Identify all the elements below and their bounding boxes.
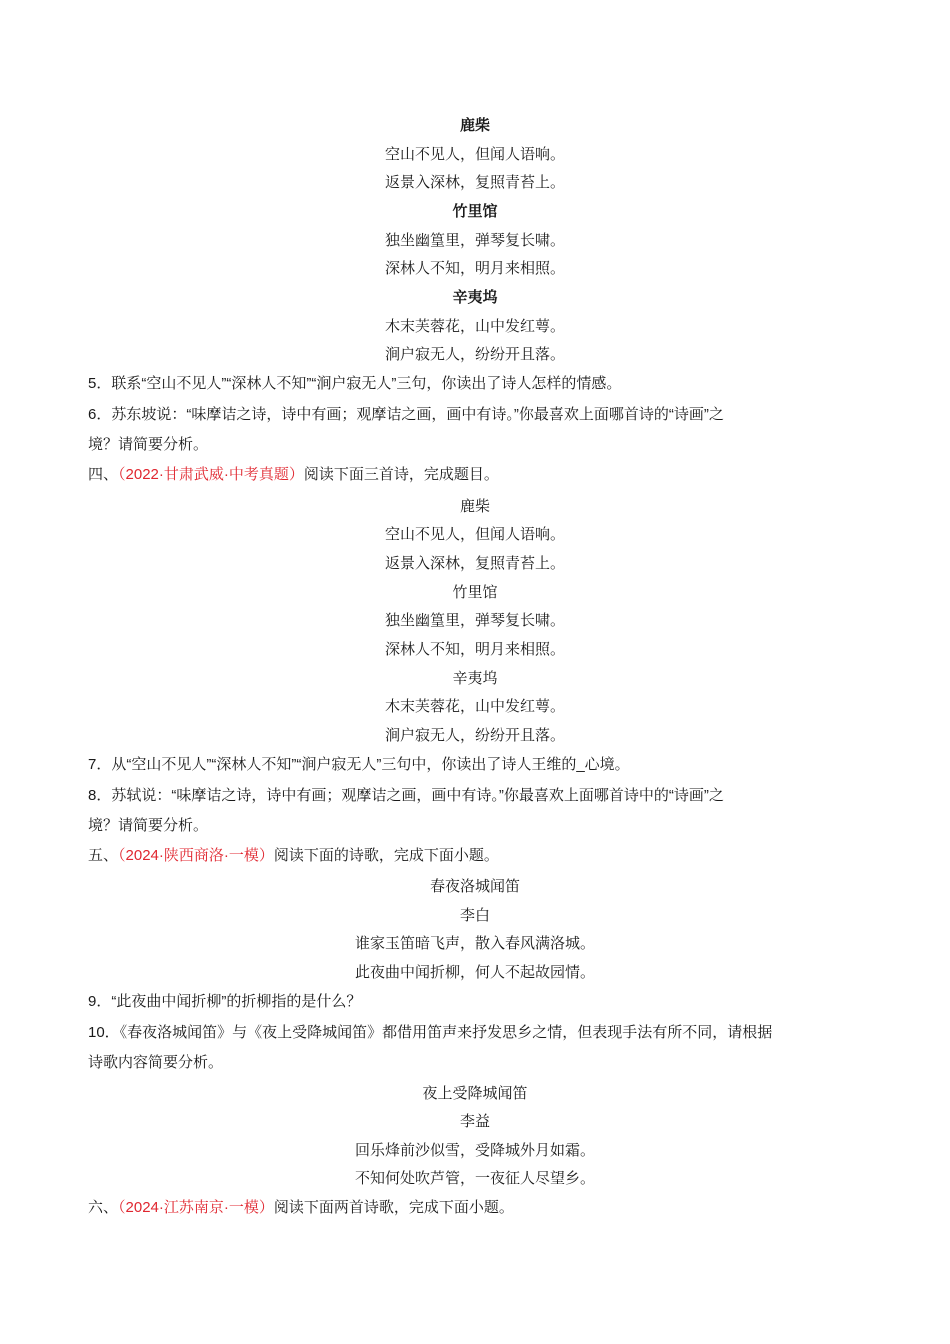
section-heading-5 (88, 846, 499, 866)
source-tag: （2022·甘肃武威·中考真题） (118, 466, 304, 483)
poem-title: 夜上受降城闻笛 (422, 1084, 528, 1102)
poem-author: 李益 (459, 1112, 490, 1130)
poem-line: 深林人不知，明月来相照。 (384, 640, 565, 658)
poem-title: 春夜洛城闻笛 (429, 877, 520, 895)
question-10-continued: 诗歌内容简要分析。 (88, 1054, 224, 1071)
poem-line: 深林人不知，明月来相照。 (384, 259, 565, 277)
poem-line: 回乐烽前沙似雪，受降城外月如霜。 (354, 1141, 595, 1159)
question-6: 6．苏东坡说：“味摩诘之诗，诗中有画；观摩诘之画，画中有诗。”你最喜欢上面哪首诗的“诗画”之 (88, 406, 724, 423)
poem-line: 木末芙蓉花，山中发红萼。 (384, 697, 565, 715)
question-6-continued: 境？请简要分析。 (88, 436, 209, 453)
section-heading-4 (88, 465, 499, 485)
poem-line: 空山不见人，但闻人语响。 (384, 145, 565, 163)
poem-line: 空山不见人，但闻人语响。 (384, 525, 565, 543)
question-9: 9．“此夜曲中闻折柳”的折柳指的是什么？ (88, 993, 362, 1010)
poem-line: 涧户寂无人，纷纷开且落。 (384, 345, 565, 363)
section-number: 五、 (88, 847, 119, 864)
section-number: 四、 (88, 466, 119, 483)
poem-line: 独坐幽篁里，弹琴复长啸。 (384, 611, 565, 629)
poem-line: 谁家玉笛暗飞声，散入春风满洛城。 (354, 934, 595, 952)
poem-title: 鹿柴 (459, 116, 490, 134)
question-7: 7．从“空山不见人”“深林人不知”“涧户寂无人”三句中，你读出了诗人王维的_心境。 (88, 756, 630, 773)
poem-line: 涧户寂无人，纷纷开且落。 (384, 726, 565, 744)
poem-line: 返景入深林，复照青苔上。 (384, 173, 565, 191)
poem-line: 木末芙蓉花，山中发红萼。 (384, 317, 565, 335)
poem-line: 不知何处吹芦管，一夜征人尽望乡。 (354, 1169, 595, 1187)
poem-title: 竹里馆 (452, 583, 498, 601)
poem-line: 独坐幽篁里，弹琴复长啸。 (384, 231, 565, 249)
poem-title: 鹿柴 (459, 497, 490, 515)
section-heading-6 (88, 1198, 514, 1218)
section-instruction: 阅读下面三首诗，完成题目。 (303, 466, 499, 483)
source-tag: （2024·江苏南京·一模） (118, 1199, 274, 1216)
poem-line: 此夜曲中闻折柳，何人不起故园情。 (354, 963, 595, 981)
poem-title: 辛夷坞 (452, 288, 498, 306)
question-10: 10．《春夜洛城闻笛》与《夜上受降城闻笛》都借用笛声来抒发思乡之情，但表现手法有所不同，请根据 (88, 1024, 773, 1041)
question-5: 5．联系“空山不见人”“深林人不知”“涧户寂无人”三句，你读出了诗人怎样的情感。 (88, 375, 622, 392)
question-8: 8．苏轼说：“味摩诘之诗，诗中有画；观摩诘之画，画中有诗。”你最喜欢上面哪首诗中的“诗画”之 (88, 787, 724, 804)
question-8-continued: 境？请简要分析。 (88, 817, 209, 834)
poem-title: 辛夷坞 (452, 669, 498, 687)
poem-line: 返景入深林，复照青苔上。 (384, 554, 565, 572)
section-number: 六、 (88, 1199, 119, 1216)
source-tag: （2024·陕西商洛·一模） (118, 847, 274, 864)
poem-title: 竹里馆 (452, 202, 498, 220)
section-instruction: 阅读下面两首诗歌，完成下面小题。 (273, 1199, 514, 1216)
section-instruction: 阅读下面的诗歌，完成下面小题。 (273, 847, 499, 864)
poem-author: 李白 (459, 906, 490, 924)
